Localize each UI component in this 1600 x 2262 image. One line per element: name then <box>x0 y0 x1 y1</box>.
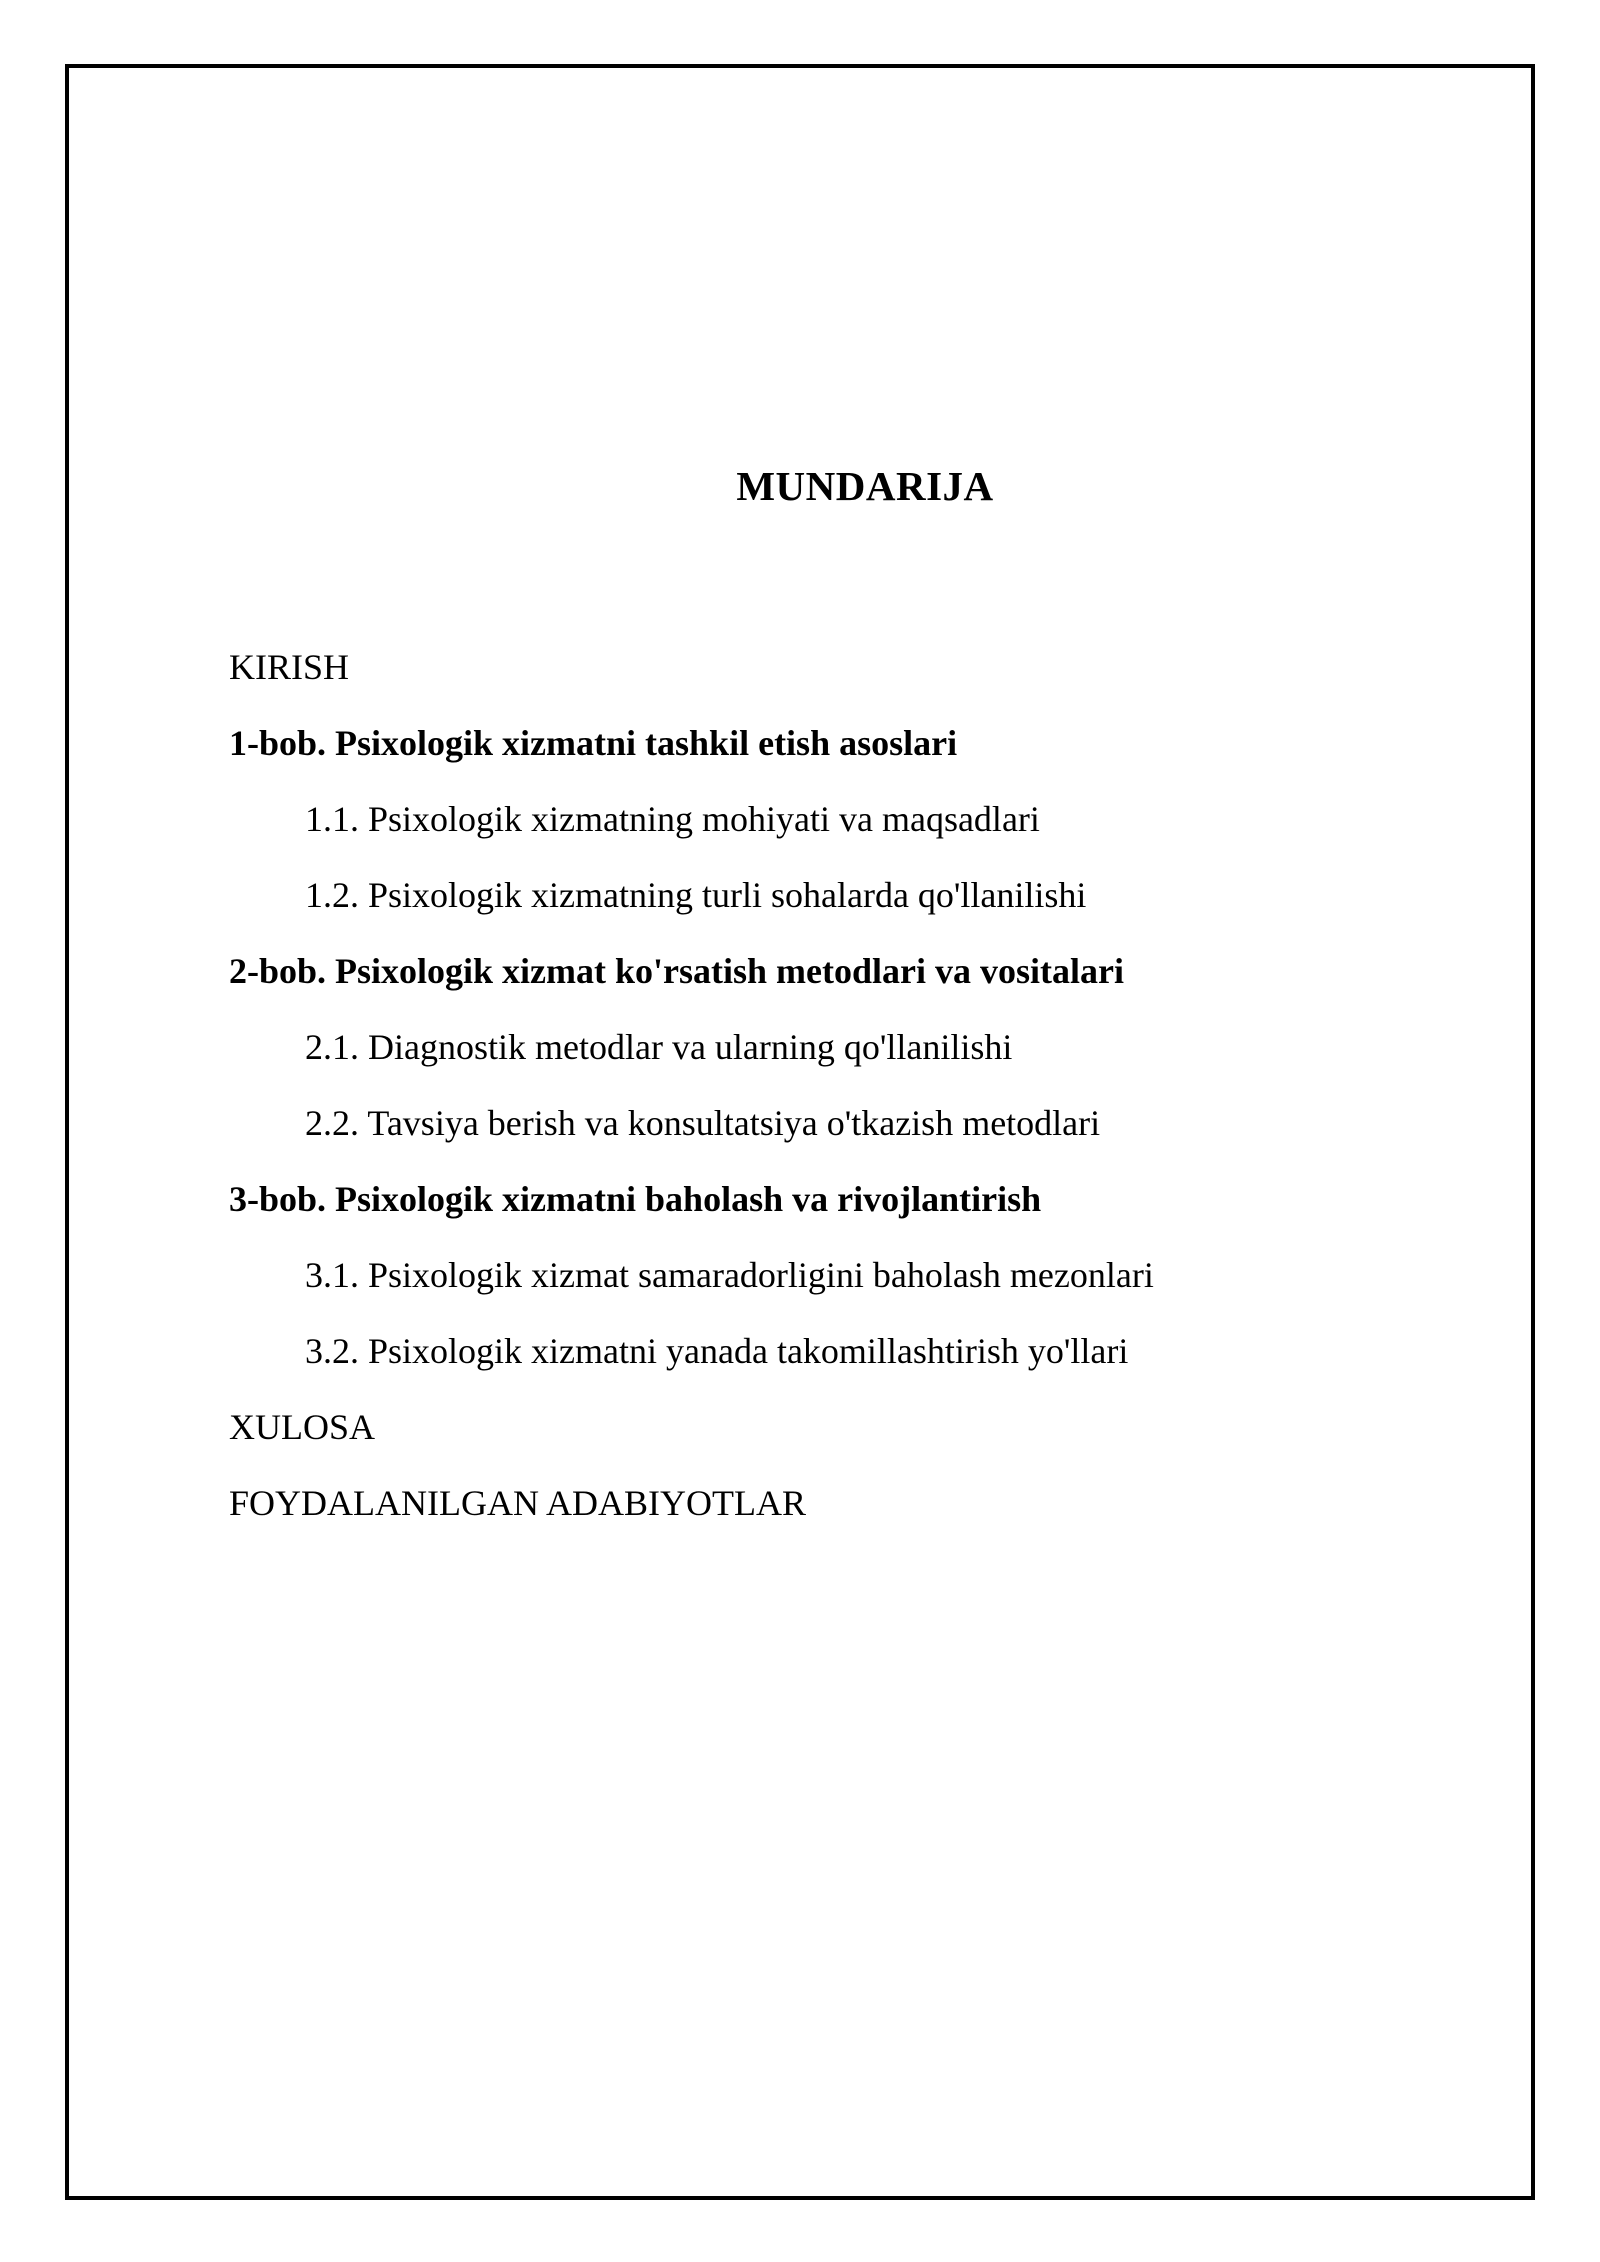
toc-chapter-2: 2-bob. Psixologik xizmat ko'rsatish metodlari va vositalari <box>229 951 1124 991</box>
toc-item-conclusion: XULOSA <box>229 1407 376 1447</box>
page-title: MUNDARIJA <box>736 463 994 509</box>
table-of-contents <box>229 643 1154 1555</box>
toc-chapter-1: 1-bob. Psixologik xizmatni tashkil etish asoslari <box>229 723 958 763</box>
toc-item-intro: KIRISH <box>229 647 350 687</box>
toc-section-1-1: 1.1. Psixologik xizmatning mohiyati va maqsadlari <box>305 799 1040 839</box>
toc-item-references: FOYDALANILGAN ADABIYOTLAR <box>229 1483 806 1523</box>
toc-section-3-2: 3.2. Psixologik xizmatni yanada takomillashtirish yo'llari <box>305 1331 1129 1371</box>
toc-section-1-2: 1.2. Psixologik xizmatning turli sohalarda qo'llanilishi <box>305 875 1087 915</box>
toc-section-2-2: 2.2. Tavsiya berish va konsultatsiya o'tkazish metodlari <box>305 1103 1101 1143</box>
toc-section-2-1: 2.1. Diagnostik metodlar va ularning qo'llanilishi <box>305 1027 1013 1067</box>
toc-section-3-1: 3.1. Psixologik xizmat samaradorligini baholash mezonlari <box>305 1255 1154 1295</box>
toc-chapter-3: 3-bob. Psixologik xizmatni baholash va rivojlantirish <box>229 1179 1042 1219</box>
